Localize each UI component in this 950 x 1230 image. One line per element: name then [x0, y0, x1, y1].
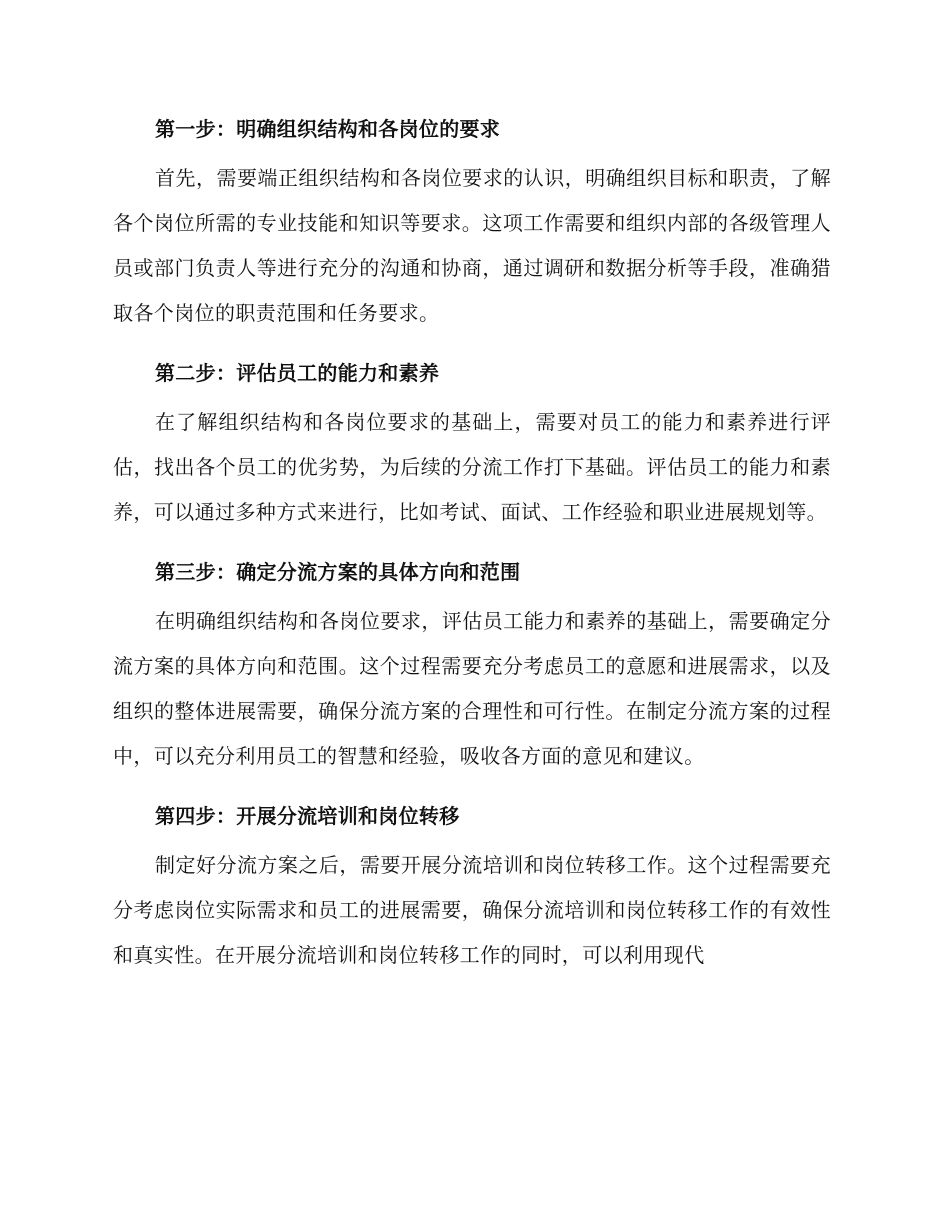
section-heading: 第一步：明确组织结构和各岗位的要求: [155, 117, 501, 141]
section-heading: 第四步：开展分流培训和岗位转移: [155, 804, 460, 828]
section-step-4: [113, 798, 831, 978]
section-paragraph: 在明确组织结构和各岗位要求，评估员工能力和素养的基础上，需要确定分流方案的具体方向和范围。这个过程需要充分考虑员工的意愿和进展需求，以及组织的整体进展需要，确保分流方案的合理性和可行性。在制定分流方案的过程中，可以充分利用员工的智慧和经验，吸收各方面的意见和建议。: [113, 609, 831, 768]
section-heading: 第三步：确定分流方案的具体方向和范围: [155, 560, 521, 584]
document-content: [113, 111, 831, 997]
section-step-1: [113, 111, 831, 336]
section-heading: 第二步：评估员工的能力和素养: [155, 361, 440, 385]
section-paragraph: 在了解组织结构和各岗位要求的基础上，需要对员工的能力和素养进行评估，找出各个员工的优劣势，为后续的分流工作打下基础。评估员工的能力和素养，可以通过多种方式来进行，比如考试、面试、工作经验和职业进展规划等。: [113, 410, 831, 524]
section-step-3: [113, 554, 831, 779]
section-paragraph: 首先，需要端正组织结构和各岗位要求的认识，明确组织目标和职责，了解各个岗位所需的专业技能和知识等要求。这项工作需要和组织内部的各级管理人员或部门负责人等进行充分的沟通和协商，通过调研和数据分析等手段，准确猎取各个岗位的职责范围和任务要求。: [113, 166, 831, 325]
section-paragraph: 制定好分流方案之后，需要开展分流培训和岗位转移工作。这个过程需要充分考虑岗位实际需求和员工的进展需要，确保分流培训和岗位转移工作的有效性和真实性。在开展分流培训和岗位转移工作的同时，可以利用现代: [113, 853, 831, 967]
section-step-2: [113, 355, 831, 535]
